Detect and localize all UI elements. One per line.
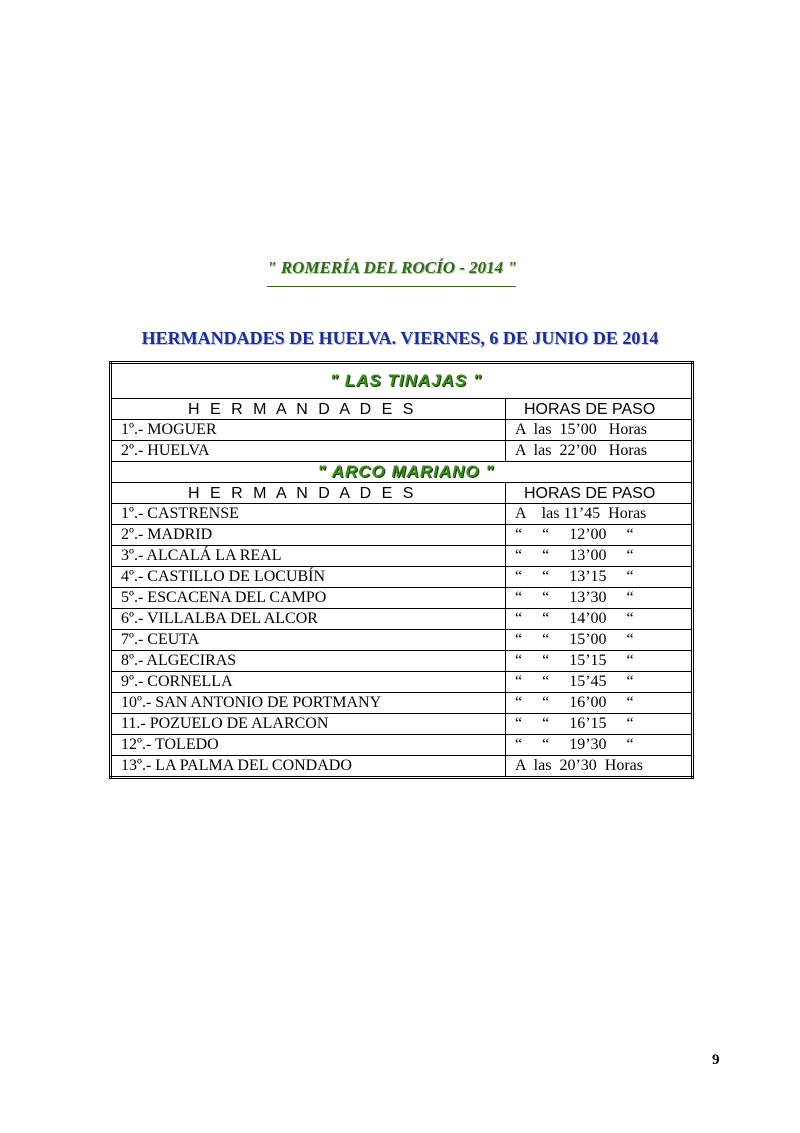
hermandad-name: 12º.- TOLEDO: [111, 735, 506, 756]
table-row: [111, 651, 693, 672]
table-row: [111, 441, 693, 462]
column-header-hermandades: H E R M A N D A D E S: [111, 399, 506, 420]
section-row: [111, 363, 693, 399]
table-row: [111, 756, 693, 778]
column-header-horas: HORAS DE PASO: [506, 483, 693, 504]
table-row: [111, 693, 693, 714]
hora-paso: “ “ 12’00 “: [506, 525, 693, 546]
column-header-row: [111, 483, 693, 504]
hora-paso: “ “ 19’30 “: [506, 735, 693, 756]
table-row: [111, 546, 693, 567]
hermandad-name: 2º.- MADRID: [111, 525, 506, 546]
hermandad-name: 3º.- ALCALÁ LA REAL: [111, 546, 506, 567]
schedule-body: [111, 363, 693, 778]
hora-paso: A las 15’00 Horas: [506, 420, 693, 441]
section-name: " LAS TINAJAS ": [329, 370, 483, 390]
table-row: [111, 609, 693, 630]
hora-paso: “ “ 13’15 “: [506, 567, 693, 588]
column-header-row: [111, 399, 693, 420]
table-row: [111, 630, 693, 651]
hermandad-name: 5º.- ESCACENA DEL CAMPO: [111, 588, 506, 609]
section-name: " ARCO MARIANO ": [317, 461, 495, 481]
hora-paso: “ “ 15’00 “: [506, 630, 693, 651]
table-row: [111, 588, 693, 609]
hermandad-name: 1º.- MOGUER: [111, 420, 506, 441]
hermandad-name: 1º.- CASTRENSE: [111, 504, 506, 525]
table-row: [111, 420, 693, 441]
section-row: [111, 462, 693, 483]
section-cell: [111, 363, 693, 399]
table-row: [111, 714, 693, 735]
schedule-table: [109, 361, 694, 779]
hora-paso: “ “ 16’00 “: [506, 693, 693, 714]
hermandad-name: 8º.- ALGECIRAS: [111, 651, 506, 672]
hermandad-name: 13º.- LA PALMA DEL CONDADO: [111, 756, 506, 778]
hermandad-name: 4º.- CASTILLO DE LOCUBÍN: [111, 567, 506, 588]
hora-paso: “ “ 15’45 “: [506, 672, 693, 693]
hora-paso: “ “ 13’30 “: [506, 588, 693, 609]
section-cell: [111, 462, 693, 483]
document-title: " ROMERÍA DEL ROCÍO - 2014 ": [267, 258, 517, 277]
column-header-hermandades: H E R M A N D A D E S: [111, 483, 506, 504]
hora-paso: “ “ 14’00 “: [506, 609, 693, 630]
hora-paso: A las 11’45 Horas: [506, 504, 693, 525]
page-number: 9: [712, 1052, 720, 1068]
document-subtitle: HERMANDADES DE HUELVA. VIERNES, 6 DE JUNIO DE 2014: [141, 328, 659, 348]
hora-paso: “ “ 15’15 “: [506, 651, 693, 672]
hermandad-name: 2º.- HUELVA: [111, 441, 506, 462]
hermandad-name: 9º.- CORNELLA: [111, 672, 506, 693]
table-row: [111, 735, 693, 756]
table-row: [111, 672, 693, 693]
hermandad-name: 6º.- VILLALBA DEL ALCOR: [111, 609, 506, 630]
hermandad-name: 11.- POZUELO DE ALARCON: [111, 714, 506, 735]
table-row: [111, 567, 693, 588]
table-row: [111, 504, 693, 525]
hermandad-name: 10º.- SAN ANTONIO DE PORTMANY: [111, 693, 506, 714]
column-header-horas: HORAS DE PASO: [506, 399, 693, 420]
table-row: [111, 525, 693, 546]
hora-paso: A las 20’30 Horas: [506, 756, 693, 778]
hora-paso: “ “ 13’00 “: [506, 546, 693, 567]
title-underline: [267, 286, 516, 287]
hermandad-name: 7º.- CEUTA: [111, 630, 506, 651]
hora-paso: A las 22’00 Horas: [506, 441, 693, 462]
hora-paso: “ “ 16’15 “: [506, 714, 693, 735]
